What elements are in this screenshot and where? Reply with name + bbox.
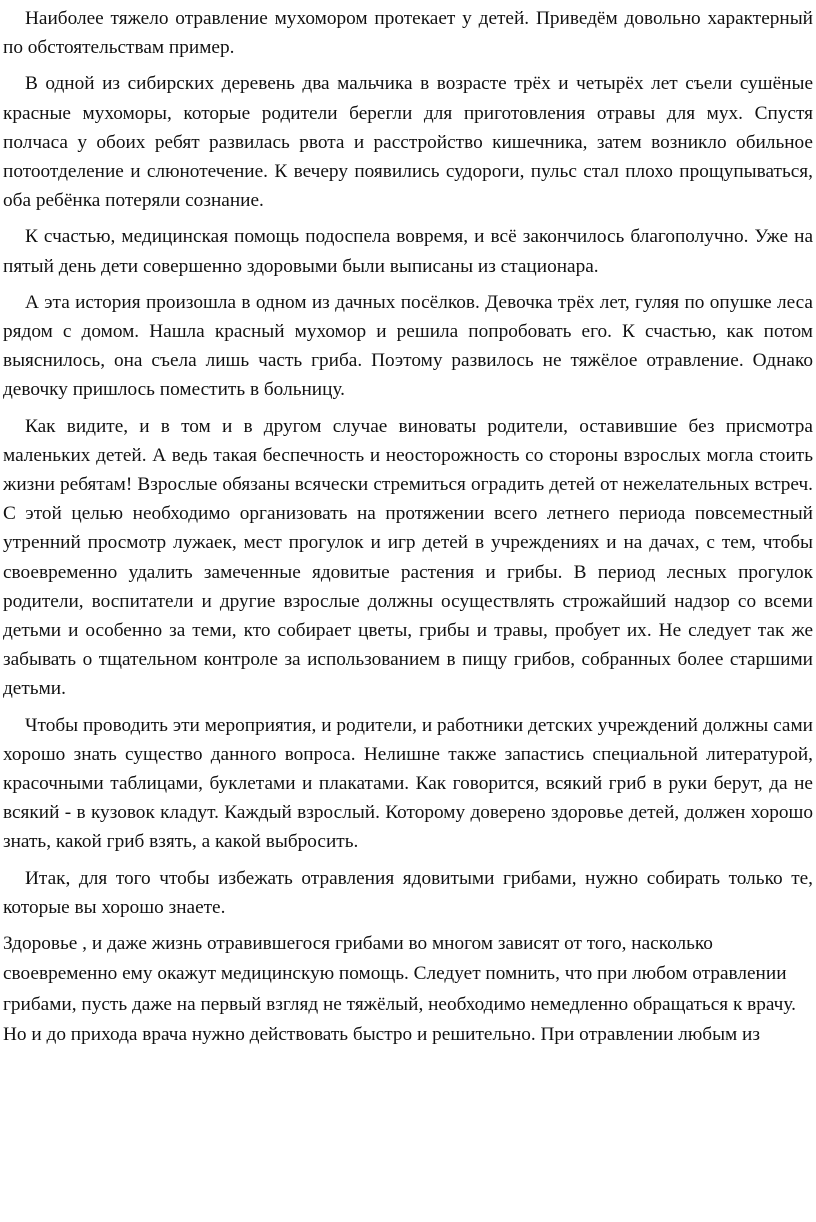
paragraph-adult-supervision: Как видите, и в том и в другом случае виноваты родители, оставившие без присмотра маленьких детей. А ведь такая беспечность и неосторожность со стороны взрослых могла стоить жизни ребятам! Взрослые обязаны всячески стремиться оградить детей от нежелательных встреч. С этой целью необходимо организовать на протяжении всего летнего периода повсеместный утренний просмотр лужаек, мест прогулок и игр детей в учреждениях и на дачах, с тем, чтобы своевременно удалить замеченные ядовитые растения и грибы. В период лесных прогулок родители, воспитатели и другие взрослые должны осуществлять строжайший надзор со всеми детьми и особенно за теми, кто собирает цветы, грибы и травы, пробует их. Не следует так же забывать о тщательном контроле за использованием в пищу грибов, собранных более старшими детьми. [3,415,813,700]
paragraph-pick-known-mushrooms: Итак, для того чтобы избежать отравления ядовитыми грибами, нужно собирать только те, которые вы хорошо знаете. [3,867,813,918]
paragraph-siberian-boys-case: В одной из сибирских деревень два мальчика в возрасте трёх и четырёх лет съели сушёные красные мухоморы, которые родители берегли для приготовления отравы для мух. Спустя полчаса у обоих ребят развилась рвота и расстройство кишечника, затем возникло обильное потоотделение и слюнотечение. К вечеру появились судороги, пульс стал плохо прощупываться, оба ребёнка потеряли сознание. [3,73,813,212]
paragraph-first-aid: Здоровье , и даже жизнь отравившегося грибами во многом зависят от того, насколько своевременно ему окажут медицинскую помощь. Следует помнить, что при любом отравлении грибами, пусть даже на первый взгляд не тяжёлый, необходимо немедленно обращаться к врачу. Но и до прихода врача нужно действовать быстро и решительно. При отравлении любым из [3,933,796,1045]
paragraph-children-poisoning-intro: Наиболее тяжело отравление мухомором протекает у детей. Приведём довольно характерный по обстоятельствам пример. [3,8,813,59]
paragraph-adult-knowledge: Чтобы проводить эти мероприятия, и родители, и работники детских учреждений должны сами хорошо знать существо данного вопроса. Нелишне также запастись специальной литературой, красочными таблицами, буклетами и плакатами. Как говорится, всякий гриб в руки берут, да не всякий - в кузовок кладут. Каждый взрослый. Которому доверено здоровье детей, должен хорошо знать, какой гриб взять, а какой выбросить. [3,714,813,853]
paragraph-dacha-girl-case: А эта история произошла в одном из дачных посёлков. Девочка трёх лет, гуляя по опушке леса рядом с домом. Нашла красный мухомор и решила попробовать его. К счастью, как потом выяснилось, она съела лишь часть гриба. Поэтому развилось не тяжёлое отравление. Однако девочку пришлось поместить в больницу. [3,291,813,401]
paragraph-recovery: К счастью, медицинская помощь подоспела вовремя, и всё закончилось благополучно. Уже на пятый день дети совершенно здоровыми были выписаны из стационара. [3,226,813,277]
